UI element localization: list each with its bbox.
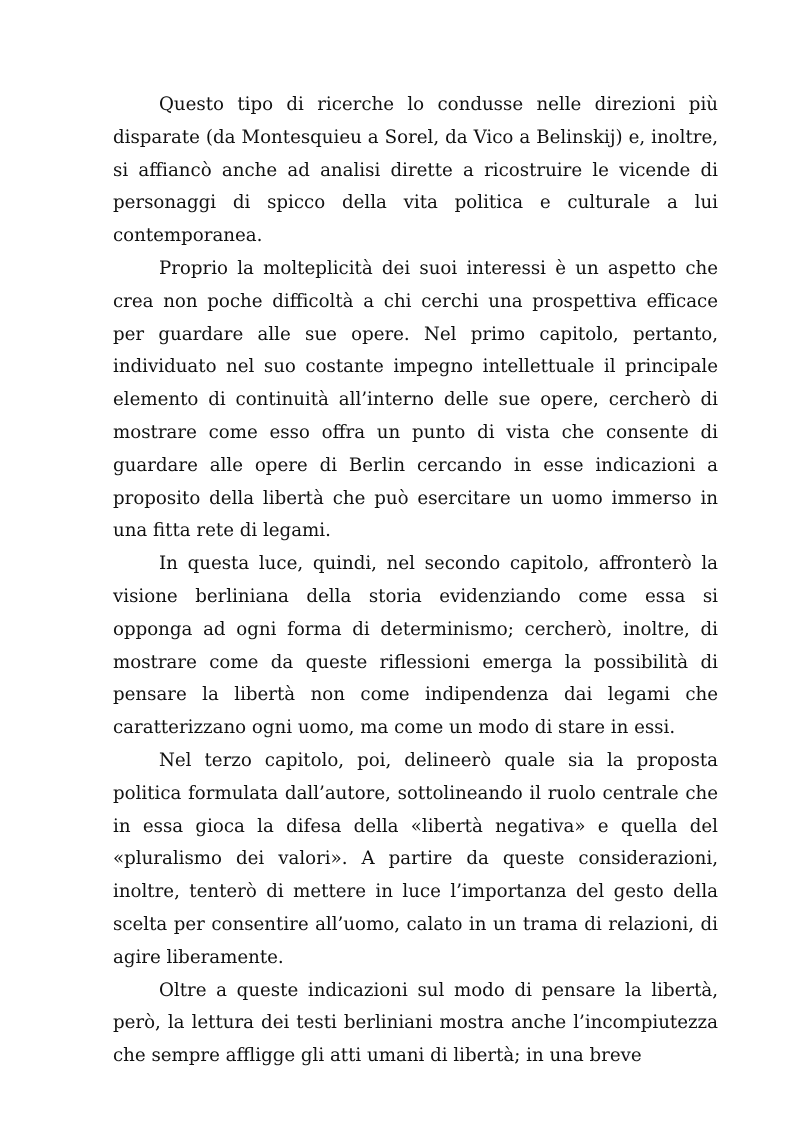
paragraph-5: Oltre a queste indicazioni sul modo di pensare la libertà, però, la lettura dei testi berliniani mostra anche l’incompiutezza che sempre affligge gli atti umani di libertà; in una breve (113, 979, 718, 1067)
paragraph-2: Proprio la molteplicità dei suoi interessi è un aspetto che crea non poche difficoltà a chi cerchi una prospettiva efficace per guardare alle sue opere. Nel primo capitolo, pertanto, individuato nel suo costante impegno intellettuale il principale elemento di continuità all’interno delle sue opere, cercherò di mostrare come esso offra un punto di vista che consente di guardare alle opere di Berlin cercando in esse indicazioni a proposito della libertà che può esercitare un uomo immerso in una fitta rete di legami. (113, 257, 718, 542)
paragraph-3: In questa luce, quindi, nel secondo capitolo, affronterò la visione berliniana della storia evidenziando come essa si opponga ad ogni forma di determinismo; cercherò, inoltre, di mostrare come da queste riflessioni emerga la possibilità di pensare la libertà non come indipendenza dai legami che caratterizzano ogni uomo, ma come un modo di stare in essi. (113, 553, 718, 739)
paragraph-4: Nel terzo capitolo, poi, delineerò quale sia la proposta politica formulata dall’autore, sottolineando il ruolo centrale che in essa gioca la difesa della «libertà negativa» e quella del «pluralismo dei valori». A partire da queste considerazioni, inoltre, tenterò di mettere in luce l’importanza del gesto della scelta per consentire all’uomo, calato in un trama di relazioni, di agire liberamente. (113, 749, 718, 968)
document-page (113, 89, 718, 1073)
paragraph-1: Questo tipo di ricerche lo condusse nelle direzioni più disparate (da Montesquieu a Sorel, da Vico a Belinskij) e, inoltre, si affiancò anche ad analisi dirette a ricostruire le vicende di personaggi di spicco della vita politica e culturale a lui contemporanea. (113, 94, 718, 247)
